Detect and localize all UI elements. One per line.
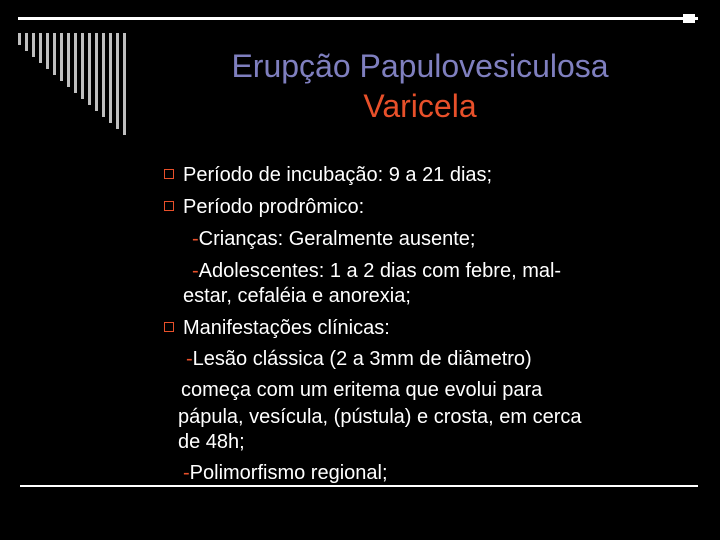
continuation-line: pápula, vesícula, (pústula) e crosta, em cerca bbox=[178, 406, 582, 428]
sub-line bbox=[192, 259, 561, 283]
dash-marker: - bbox=[186, 348, 193, 370]
dash-marker: - bbox=[192, 260, 199, 282]
bullet-line: Manifestações clínicas: bbox=[183, 317, 390, 339]
continuation-line: estar, cefaléia e anorexia; bbox=[183, 285, 411, 307]
dash-marker: - bbox=[183, 462, 190, 484]
title-line-2: Varicela bbox=[363, 88, 477, 124]
sub-line bbox=[186, 347, 532, 371]
sub-line bbox=[183, 461, 388, 485]
hollow-square-bullet-icon bbox=[164, 169, 174, 179]
sub-line-text: Crianças: Geralmente ausente; bbox=[198, 228, 476, 250]
title-line-1: Erupção Papulovesiculosa bbox=[231, 48, 609, 84]
continuation-line: começa com um eritema que evolui para bbox=[181, 379, 543, 401]
sub-line-text: Polimorfismo regional; bbox=[189, 462, 388, 484]
sub-line bbox=[192, 227, 475, 251]
dash-marker: - bbox=[192, 228, 199, 250]
bullet-line: Período de incubação: 9 a 21 dias; bbox=[183, 164, 493, 186]
hollow-square-bullet-icon bbox=[164, 322, 174, 332]
bullet-line: Período prodrômico: bbox=[183, 196, 365, 218]
sub-line-text: Lesão clássica (2 a 3mm de diâmetro) bbox=[192, 348, 532, 370]
sub-line-text: Adolescentes: 1 a 2 dias com febre, mal- bbox=[198, 260, 562, 282]
bottom-rule bbox=[20, 485, 698, 487]
continuation-line: de 48h; bbox=[178, 431, 245, 453]
hollow-square-bullet-icon bbox=[164, 201, 174, 211]
